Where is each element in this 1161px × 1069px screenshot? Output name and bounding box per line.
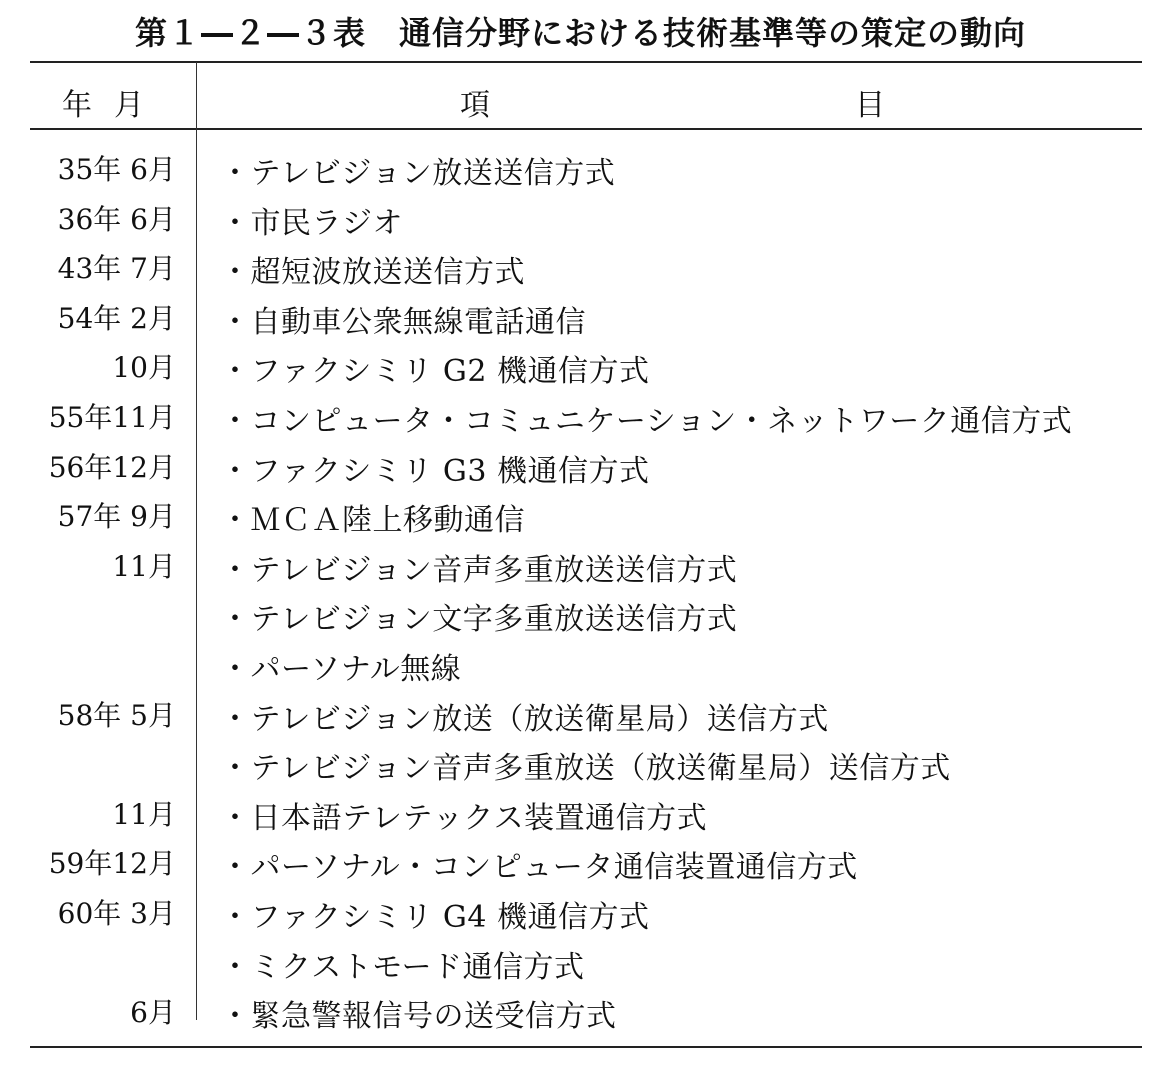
row-item: ・コンピュータ・コミュニケーション・ネットワーク通信方式 <box>220 403 1073 439</box>
table-row <box>0 293 1161 343</box>
table-row <box>0 838 1161 888</box>
table-row <box>0 541 1161 591</box>
table-row <box>0 342 1161 392</box>
row-date: 36年 6月 <box>57 202 176 236</box>
table-row <box>0 987 1161 1037</box>
header-date: 年月 <box>62 88 166 123</box>
row-item: ・テレビジョン音声多重放送（放送衛星局）送信方式 <box>220 751 951 787</box>
row-date: 58年 5月 <box>57 698 176 732</box>
table-row <box>0 938 1161 988</box>
row-item: ・パーソナル・コンピュータ通信装置通信方式 <box>220 850 858 886</box>
table-row <box>0 491 1161 541</box>
row-item: ・超短波放送送信方式 <box>220 255 525 291</box>
row-item: ・パーソナル無線 <box>220 651 462 687</box>
table-row <box>0 392 1161 442</box>
row-item: ・自動車公衆無線電話通信 <box>220 304 586 340</box>
row-item: ・テレビジョン放送（放送衛星局）送信方式 <box>220 701 829 737</box>
table-row <box>0 888 1161 938</box>
row-item: ・ファクシミリ G4 機通信方式 <box>220 899 650 935</box>
row-item: ・ＭＣＡ陸上移動通信 <box>220 503 525 539</box>
table-row <box>0 640 1161 690</box>
row-item: ・ミクストモード通信方式 <box>220 949 585 985</box>
row-item: ・日本語テレテックス装置通信方式 <box>220 800 708 836</box>
row-date: 56年12月 <box>48 450 176 484</box>
table-row <box>0 590 1161 640</box>
row-date: 57年 9月 <box>57 500 176 534</box>
row-date: 11月 <box>112 549 176 583</box>
row-date: 6月 <box>130 996 176 1030</box>
bottom-rule <box>30 1046 1142 1048</box>
row-item: ・ファクシミリ G2 機通信方式 <box>220 354 650 390</box>
row-date: 60年 3月 <box>57 896 176 930</box>
header-item-2: 目 <box>855 88 885 123</box>
row-date: 10月 <box>112 351 176 385</box>
table-row <box>0 739 1161 789</box>
row-date: 43年 7月 <box>57 252 176 286</box>
table-body <box>0 144 1161 1037</box>
row-item: ・テレビジョン放送送信方式 <box>220 156 616 191</box>
row-date: 59年12月 <box>48 847 176 881</box>
table-row <box>0 442 1161 492</box>
table-row <box>0 194 1161 244</box>
table-row <box>0 690 1161 740</box>
table-title: 第１―２―３表 通信分野における技術基準等の策定の動向 <box>134 14 1026 52</box>
row-item: ・緊急警報信号の送受信方式 <box>220 999 617 1035</box>
row-date: 55年11月 <box>48 400 176 434</box>
header-item-1: 項 <box>460 88 490 123</box>
row-date: 11月 <box>112 797 176 831</box>
row-date: 35年 6月 <box>57 153 176 186</box>
row-item: ・市民ラジオ <box>220 205 403 241</box>
table-row <box>0 144 1161 194</box>
row-date: 54年 2月 <box>57 301 176 335</box>
table-row <box>0 243 1161 293</box>
row-item: ・テレビジョン文字多重放送送信方式 <box>220 602 738 638</box>
row-item: ・テレビジョン音声多重放送送信方式 <box>220 552 738 588</box>
row-item: ・ファクシミリ G3 機通信方式 <box>220 453 650 489</box>
table-row <box>0 789 1161 839</box>
